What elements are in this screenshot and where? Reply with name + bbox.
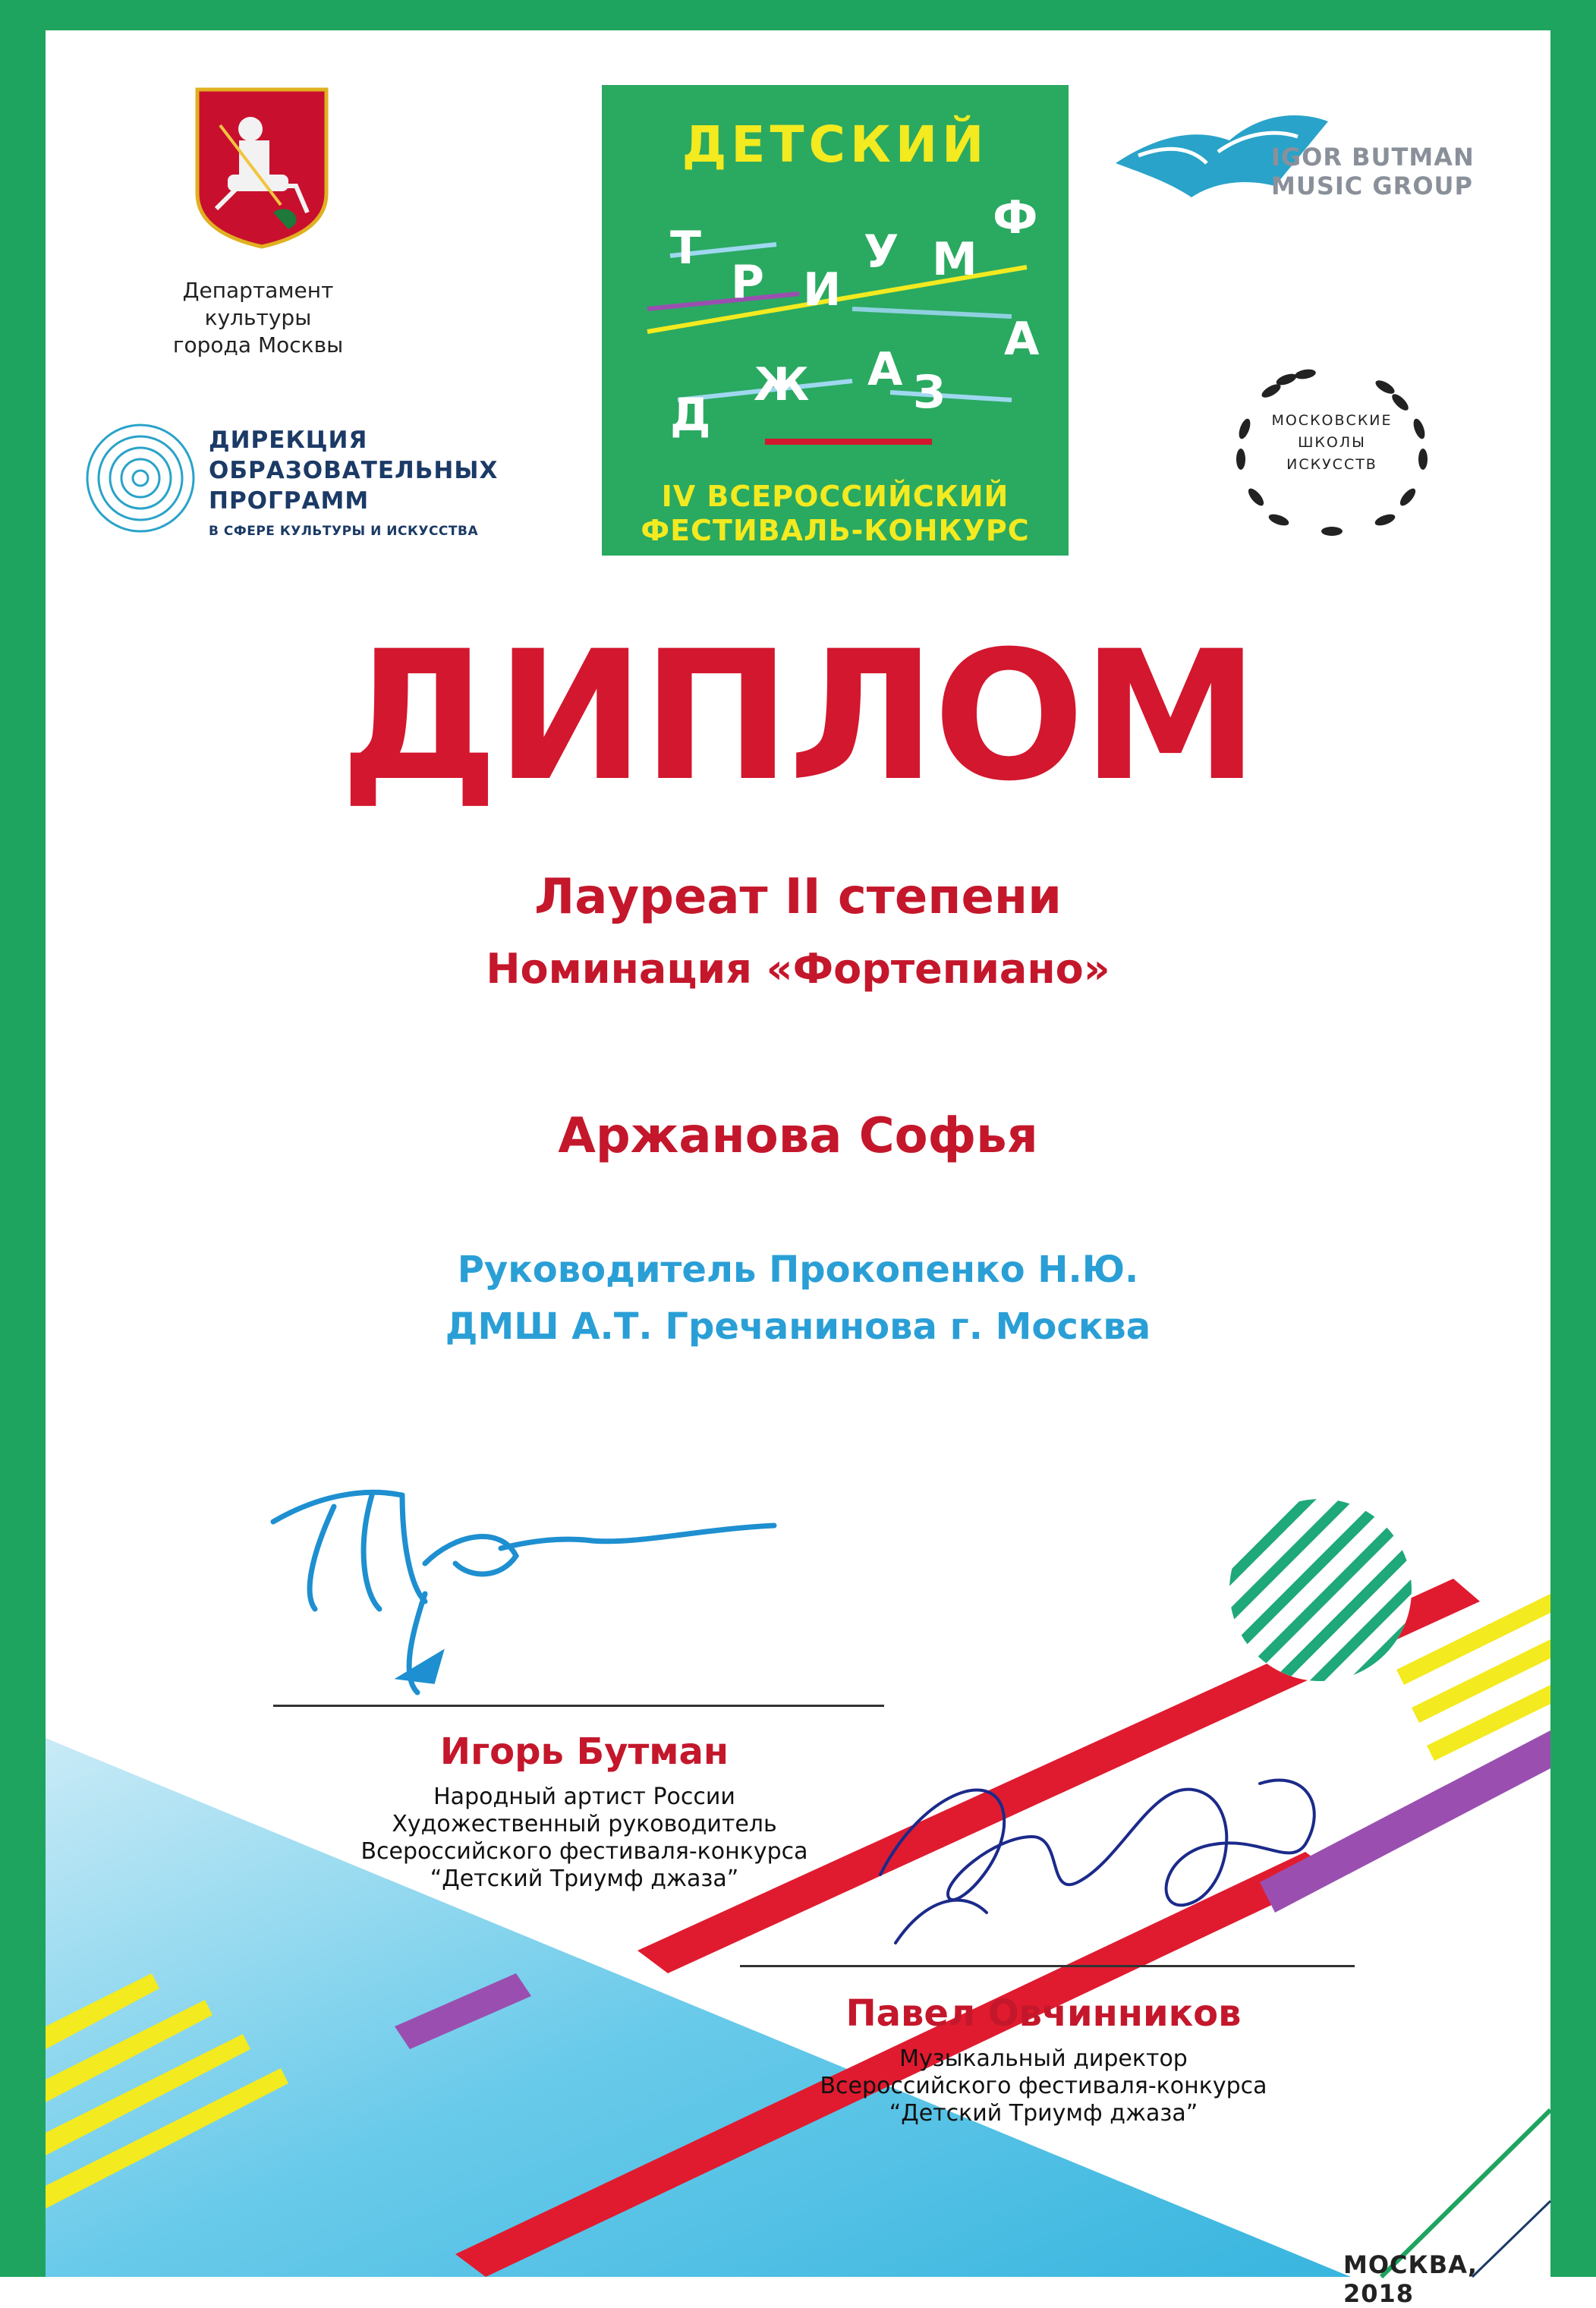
signature-line-ovchinnikov [740,1965,1355,1967]
festival-word-triumph: Т Р И У М Ф [670,191,1038,316]
moscow-dept-caption-line2: города Москвы [172,332,344,357]
diploma-title: ДИПЛОМ [339,613,1257,820]
signatory-title-line: Художественный руководитель [392,1811,777,1837]
signatory-title-line: “Детский Триумф джаза” [889,2100,1198,2127]
signatory-title-line: Всероссийского фестиваля-конкурса [820,2073,1267,2099]
festival-word-jazz: Д Ж А З А [670,313,1040,442]
moscow-schools-line3: ИСКУССТВ [1286,456,1377,473]
signatory-title-line: “Детский Триумф джаза” [430,1866,739,1892]
moscow-coat-of-arms-icon [197,90,326,247]
signatory-title-line: Народный артист России [433,1784,735,1810]
concentric-circles-icon [87,425,194,531]
signatory-name-ovchinnikov: Павел Овчинников [845,1992,1242,2035]
butman-group-logo-text [1271,143,1475,200]
award-degree: Лауреат II степени [534,869,1062,925]
signatory-name-butman: Игорь Бутман [439,1730,729,1773]
signature-ovchinnikov [880,1780,1314,1943]
city-year: МОСКВА, 2018 [1343,2250,1478,2308]
diploma-sheet [46,30,1550,2308]
recipient-name: Аржанова Софья [558,1108,1038,1164]
signature-butman [273,1492,774,1692]
directorate-line1: ДИРЕКЦИЯ [209,427,368,454]
directorate-line3: ПРОГРАММ [209,487,370,515]
festival-title: ДЕТСКИЙ [682,115,989,174]
butman-group-line2: MUSIC GROUP [1271,172,1473,200]
signatory-title-line: Всероссийского фестиваля-конкурса [360,1838,808,1865]
purple-stripe-right [1260,1730,1550,1913]
butman-group-line1: IGOR BUTMAN [1271,143,1475,172]
moscow-schools-text [1218,410,1446,476]
signatory-title-line: Музыкальный директор [899,2045,1188,2072]
directorate-line2: ОБРАЗОВАТЕЛЬНЫХ [209,457,499,484]
festival-logo [602,85,1069,556]
school-line: ДМШ А.Т. Гречанинова г. Москва [445,1305,1151,1348]
moscow-schools-logo [1218,345,1446,550]
moscow-schools-line2: ШКОЛЫ [1298,434,1366,451]
award-nomination: Номинация «Фортепиано» [486,945,1110,993]
signature-line-butman [273,1705,884,1707]
directorate-logo-text [209,425,498,516]
festival-subtitle-line1: IV ВСЕРОССИЙСКИЙ [661,480,1009,513]
moscow-dept-caption [144,277,372,359]
teacher-line: Руководитель Прокопенко Н.Ю. [457,1248,1139,1291]
moscow-dept-caption-line1: Департамент культуры [182,278,334,330]
moscow-schools-line1: МОСКОВСКИЕ [1271,412,1393,429]
directorate-subline: В СФЕРЕ КУЛЬТУРЫ И ИСКУССТВА [209,524,479,539]
festival-subtitle-line2: ФЕСТИВАЛЬ-КОНКУРС [641,514,1030,547]
